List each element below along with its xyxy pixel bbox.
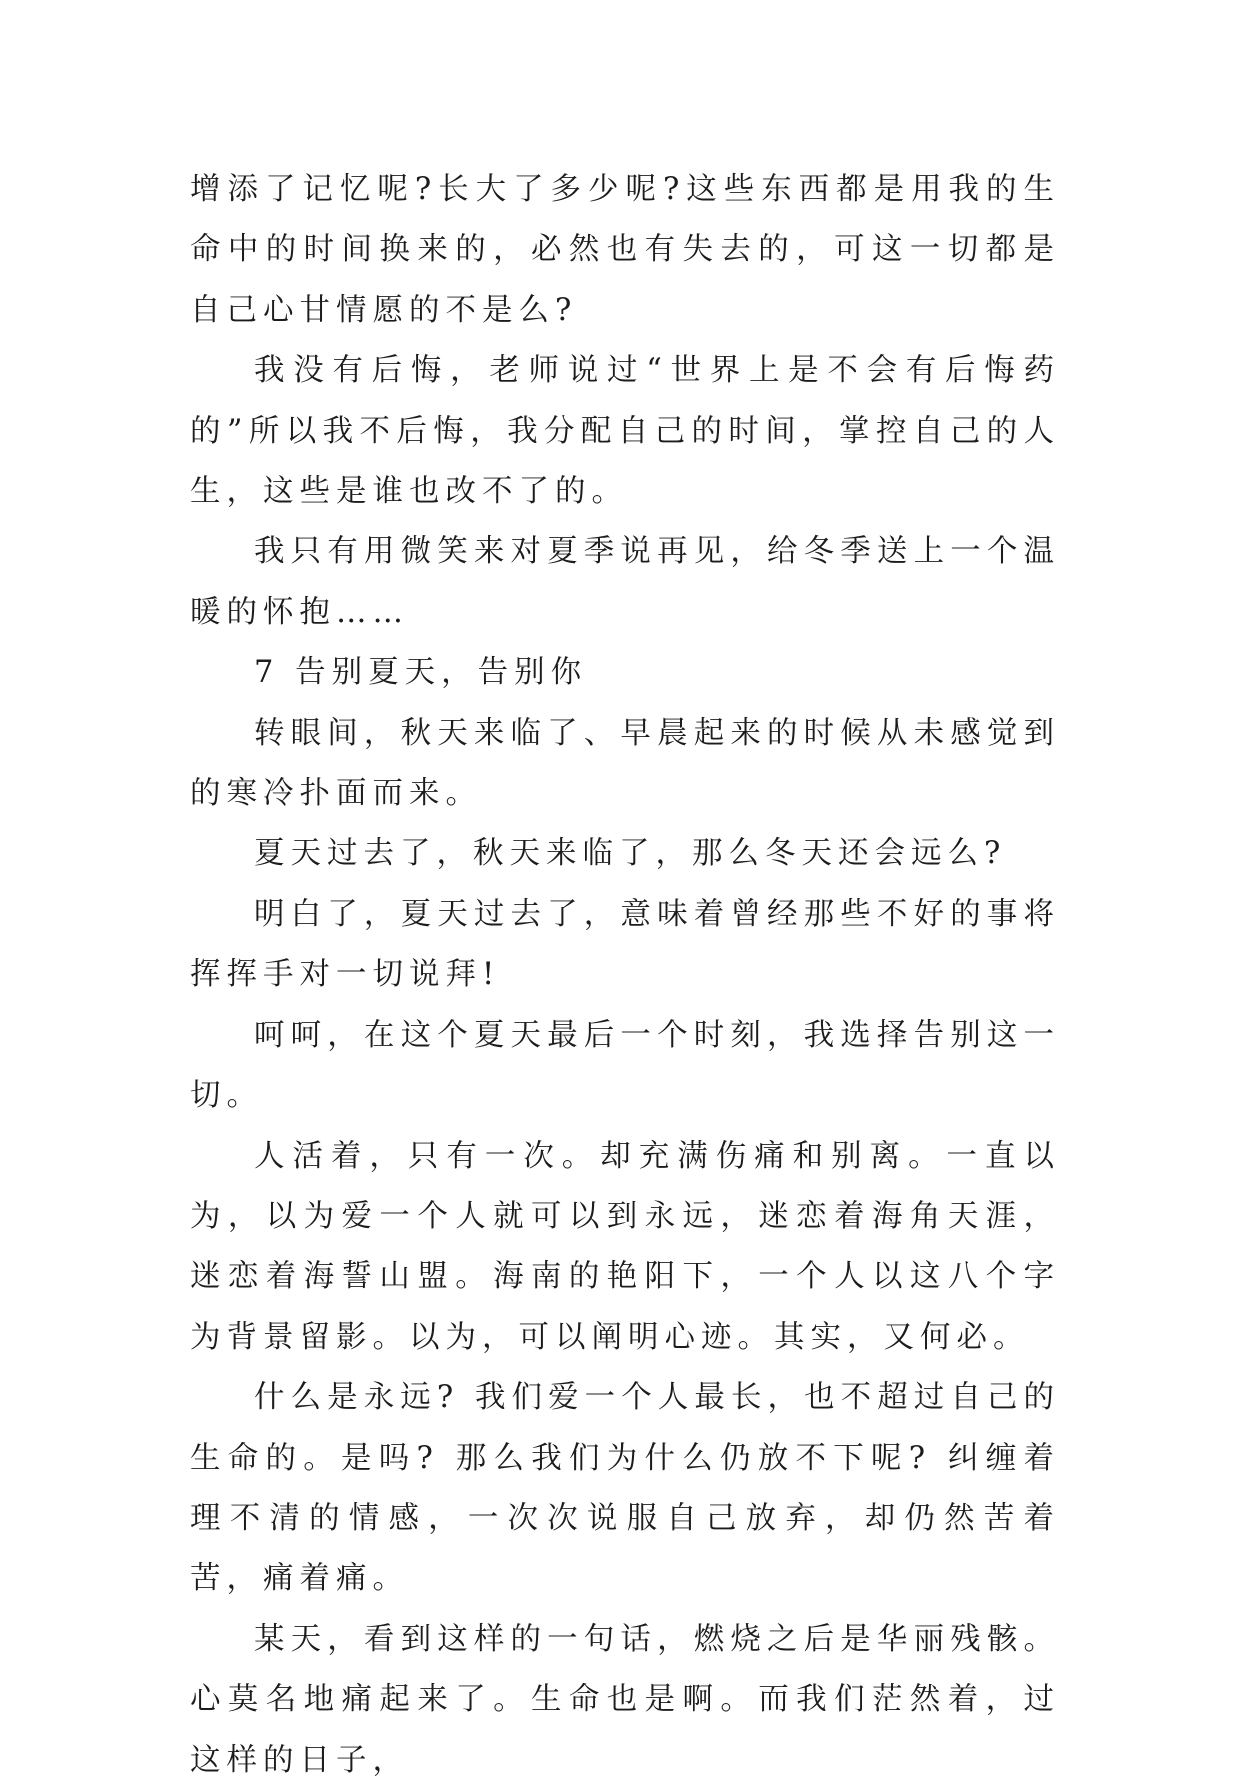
paragraph: 我没有后悔，老师说过“世界上是不会有后悔药的”所以我不后悔，我分配自己的时间，掌控自己的人生，这些是谁也改不了的。 (190, 353, 1060, 510)
paragraph: 增添了记忆呢?长大了多少呢?这些东西都是用我的生命中的时间换来的，必然也有失去的，可这一切都是自己心甘情愿的不是么? (190, 172, 1060, 328)
body-text (190, 160, 1060, 1791)
paragraph: 夏天过去了，秋天来临了，那么冬天还会远么? (254, 836, 1007, 872)
section-heading: 7 告别夏天，告别你 (254, 655, 588, 691)
paragraph: 明白了，夏天过去了，意味着曾经那些不好的事将挥挥手对一切说拜! (190, 896, 1060, 993)
paragraph: 人活着，只有一次。却充满伤痛和别离。一直以为，以为爱一个人就可以到永远，迷恋着海角天涯，迷恋着海誓山盟。海南的艳阳下，一个人以这八个字为背景留影。以为，可以阐明心迹。其实，又何必。 (190, 1138, 1060, 1355)
paragraph: 某天，看到这样的一句话，燃烧之后是华丽残骸。心莫名地痛起来了。生命也是啊。而我们茫然着，过这样的日子， (190, 1621, 1060, 1778)
paragraph: 我只有用微笑来对夏季说再见，给冬季送上一个温暖的怀抱…… (190, 534, 1060, 630)
paragraph: 什么是永远? 我们爱一个人最长，也不超过自己的生命的。是吗? 那么我们为什么仍放不下呢? 纠缠着理不清的情感，一次次说服自己放弃，却仍然苦着苦，痛着痛。 (190, 1380, 1060, 1597)
paragraph: 转眼间，秋天来临了、早晨起来的时候从未感觉到的寒冷扑面而来。 (190, 715, 1060, 812)
paragraph: 呵呵，在这个夏天最后一个时刻，我选择告别这一切。 (190, 1017, 1060, 1114)
